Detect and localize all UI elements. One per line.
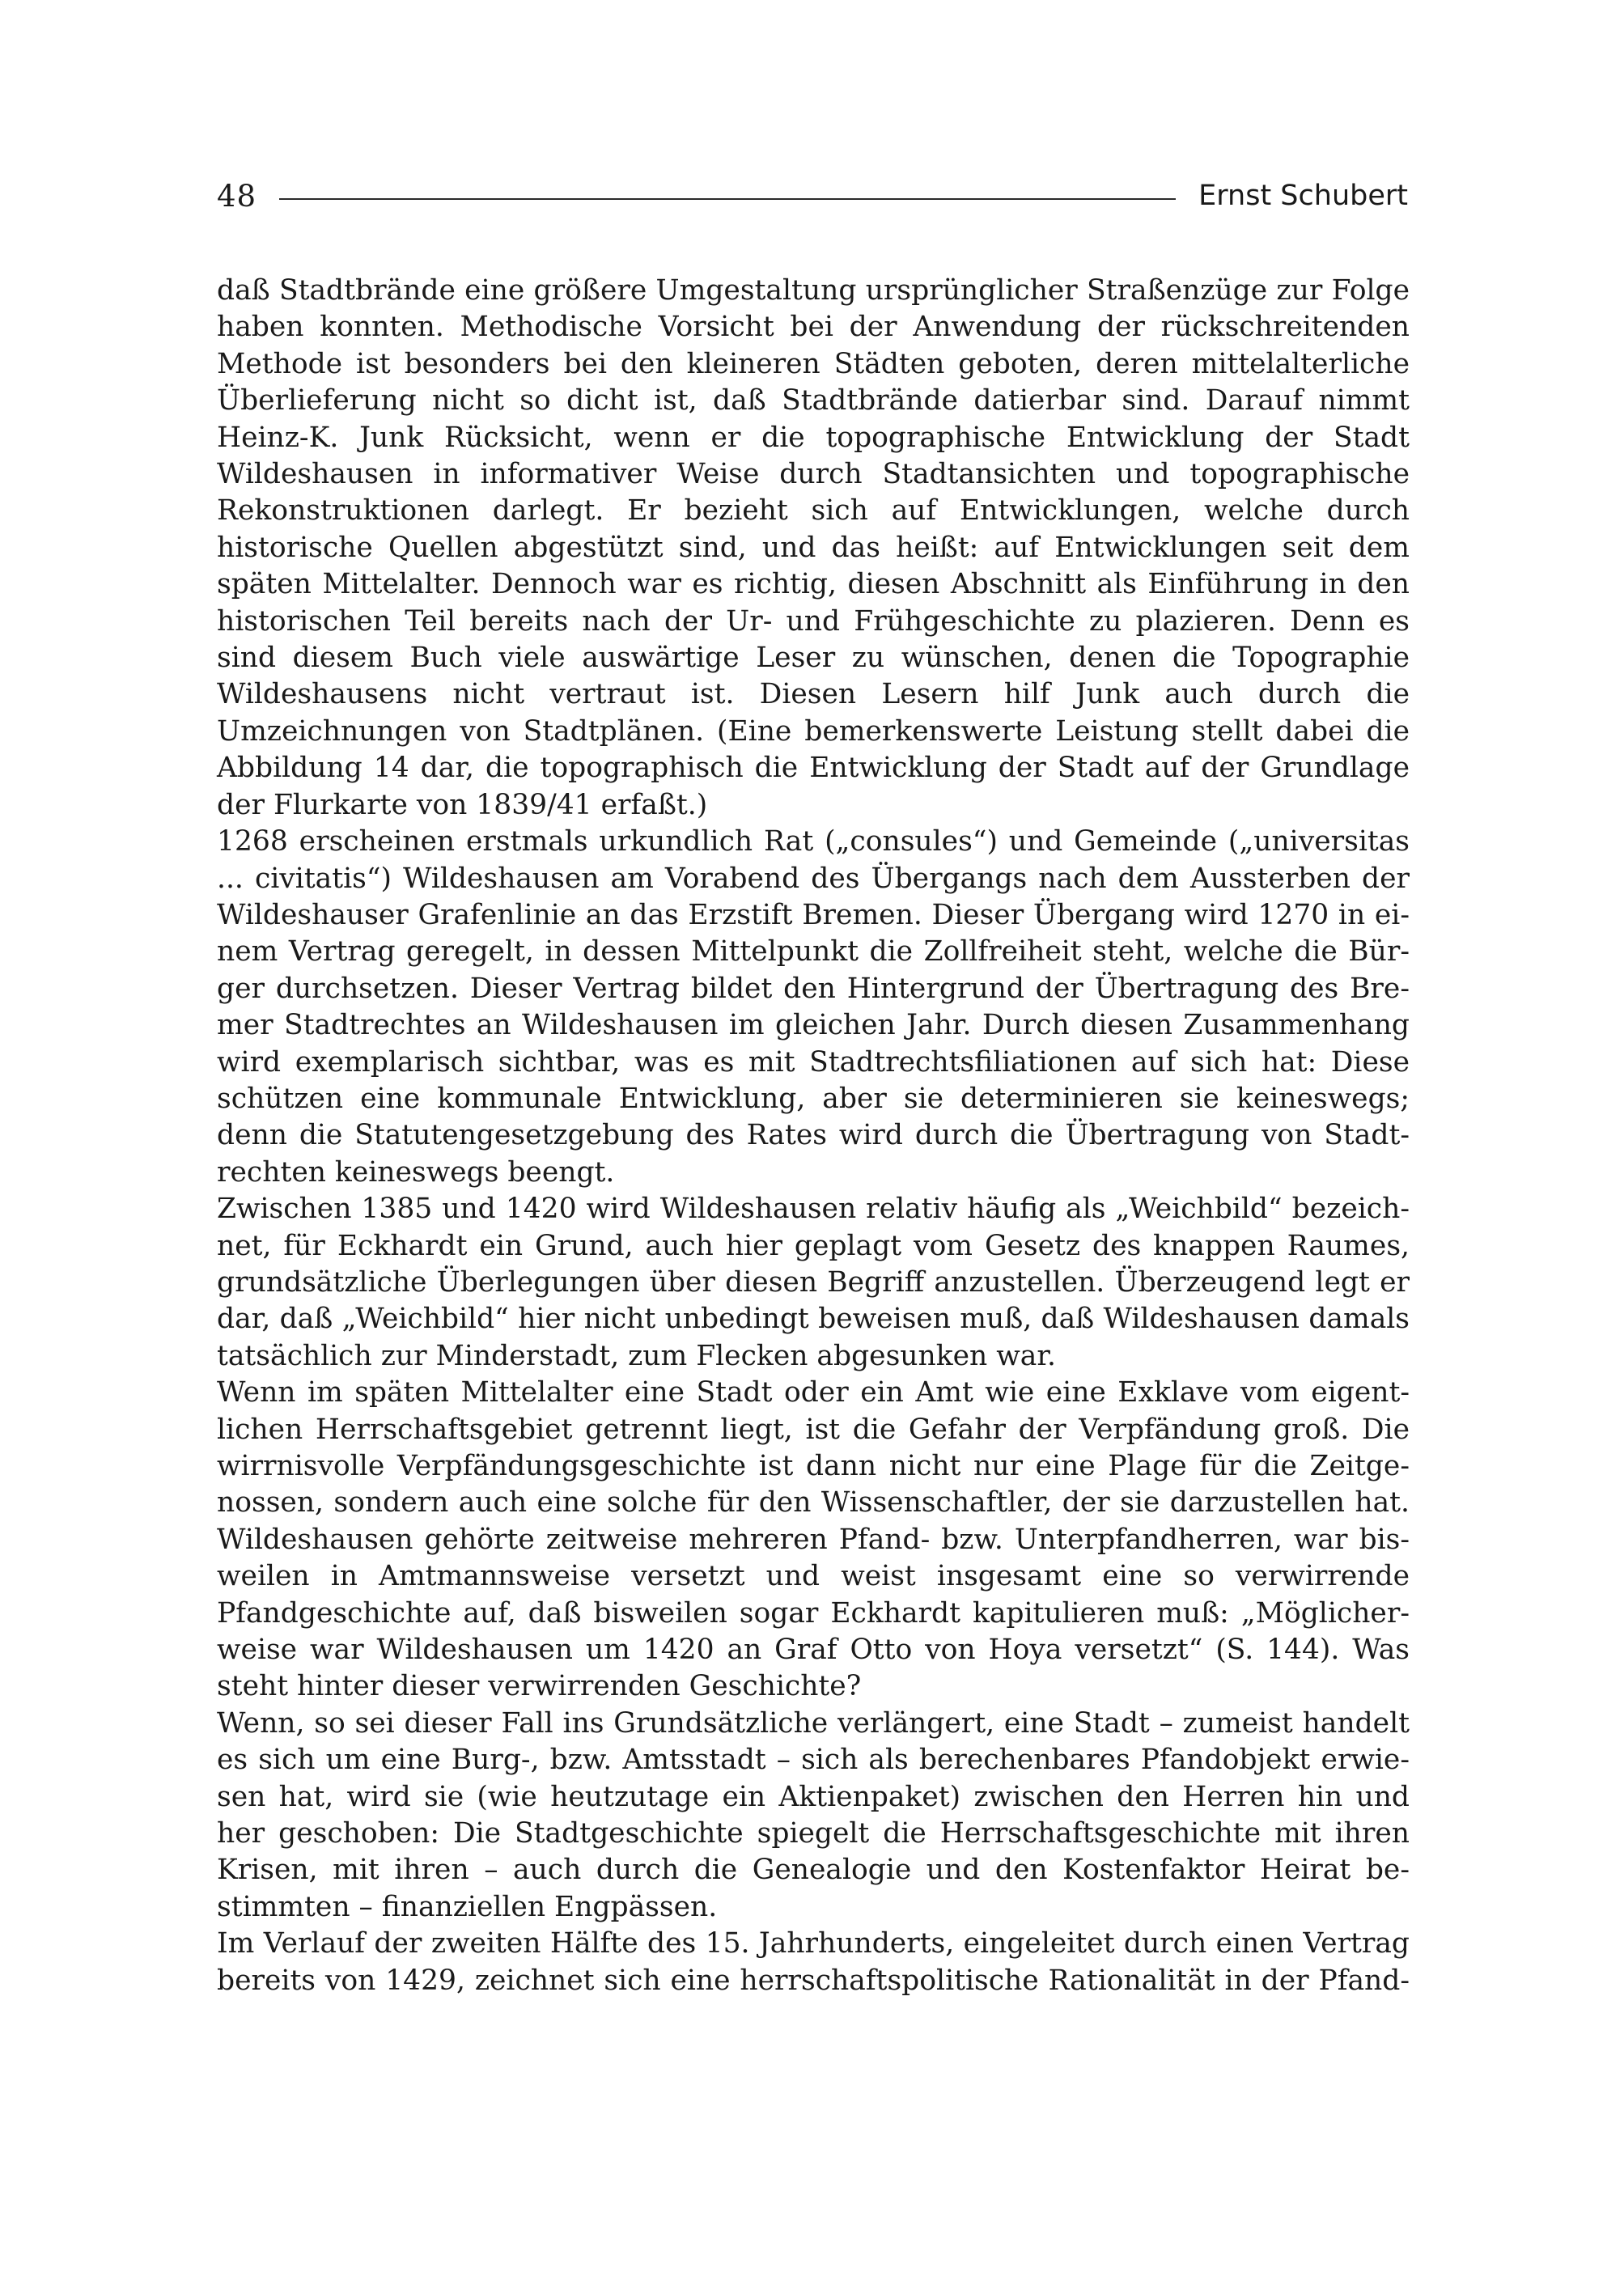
running-head-author: Ernst Schubert — [1198, 179, 1408, 212]
paragraph-5: Wenn, so sei dieser Fall ins Grundsätzliche verlängert, eine Stadt – zumeist handelt es sich um eine Burg-, bzw. Amtsstadt – sich als berechenbares Pfandobjekt erwiesen hat, wird sie (wie heutzutage ein Aktienpaket) zwischen den Herren hin und her geschoben: Die Stadtgeschichte spiegelt die Herrschaftsgeschichte mit ihren Krisen, mit ihren – auch durch die Genealogie und den Kostenfaktor Heirat bestimmten – finanziellen Engpässen. — [217, 1706, 1410, 1923]
paragraph-2: 1268 erscheinen erstmals urkundlich Rat („consules“) und Gemeinde („universitas ... civitatis“) Wildeshausen am Vorabend des Übergangs nach dem Aussterben der Wildeshauser Grafenlinie an das Erzstift Bremen. Dieser Übergang wird 1270 in einem Vertrag geregelt, in dessen Mittelpunkt die Zollfreiheit steht, welche die Bürger durchsetzen. Dieser Vertrag bildet den Hintergrund der Übertragung des Bremer Stadtrechtes an Wildeshausen im gleichen Jahr. Durch diesen Zusammenhang wird exemplarisch sichtbar, was es mit Stadtrechtsfiliationen auf sich hat: Diese schützen eine kommunale Entwicklung, aber sie determinieren sie keineswegs; denn die Statutengesetzgebung des Rates wird durch die Übertragung von Stadtrechten keineswegs beengt. — [217, 825, 1410, 1189]
paragraph-3: Zwischen 1385 und 1420 wird Wildeshausen relativ häufig als „Weichbild“ bezeichnet, für Eckhardt ein Grund, auch hier geplagt vom Gesetz des knappen Raumes, grundsätzliche Überlegungen über diesen Begriff anzustellen. Überzeugend legt er dar, daß „Weichbild“ hier nicht unbedingt beweisen muß, daß Wildeshausen damals tatsächlich zur Minderstadt, zum Flecken abgesunken war. — [217, 1193, 1410, 1372]
page-number: 48 — [217, 178, 257, 214]
body-text — [217, 273, 1410, 1999]
paragraph-1: daß Stadtbrände eine größere Umgestaltung ursprünglicher Straßenzüge zur Folge haben konnten. Methodische Vorsicht bei der Anwendung der rückschreitenden Methode ist besonders bei den kleineren Städten geboten, deren mittelalterliche Überlieferung nicht so dicht ist, daß Stadtbrände datierbar sind. Darauf nimmt Heinz-K. Junk Rücksicht, wenn er die topographische Entwicklung der Stadt Wildeshausen in informativer Weise durch Stadtansichten und topographische Rekonstruktionen darlegt. Er bezieht sich auf Entwicklungen, welche durch historische Quellen abgestützt sind, und das heißt: auf Entwicklungen seit dem späten Mittelalter. Dennoch war es richtig, diesen Abschnitt als Einführung in den historischen Teil bereits nach der Ur- und Frühgeschichte zu plazieren. Denn es sind diesem Buch viele auswärtige Leser zu wünschen, denen die Topographie Wildeshausens nicht vertraut ist. Diesen Lesern hilf Junk auch durch die Umzeichnungen von Stadtplänen. (Eine bemerkenswerte Leistung stellt dabei die Abbildung 14 dar, die topographisch die Entwicklung der Stadt auf der Grundlage der Flurkarte von 1839/41 erfaßt.) — [217, 274, 1410, 821]
header-rule — [279, 198, 1176, 200]
page-header — [217, 172, 1408, 220]
paragraph-4: Wenn im späten Mittelalter eine Stadt oder ein Amt wie eine Exklave vom eigentlichen Herrschaftsgebiet getrennt liegt, ist die Gefahr der Verpfändung groß. Die wirrnisvolle Verpfändungsgeschichte ist dann nicht nur eine Plage für die Zeitgenossen, sondern auch eine solche für den Wissenschaftler, der sie darzustellen hat. Wildeshausen gehörte zeitweise mehreren Pfand- bzw. Unterpfandherren, war bisweilen in Amtmannsweise versetzt und weist insgesamt eine so verwirrende Pfandgeschichte auf, daß bisweilen sogar Eckhardt kapitulieren muß: „Möglicherweise war Wildeshausen um 1420 an Graf Otto von Hoya versetzt“ (S. 144). Was steht hinter dieser verwirrenden Geschichte? — [217, 1376, 1410, 1703]
paragraph-6: Im Verlauf der zweiten Hälfte des 15. Jahrhunderts, eingeleitet durch einen Vertrag bereits von 1429, zeichnet sich eine herrschaftspolitische Rationalität in der Pfand- — [217, 1927, 1410, 1997]
